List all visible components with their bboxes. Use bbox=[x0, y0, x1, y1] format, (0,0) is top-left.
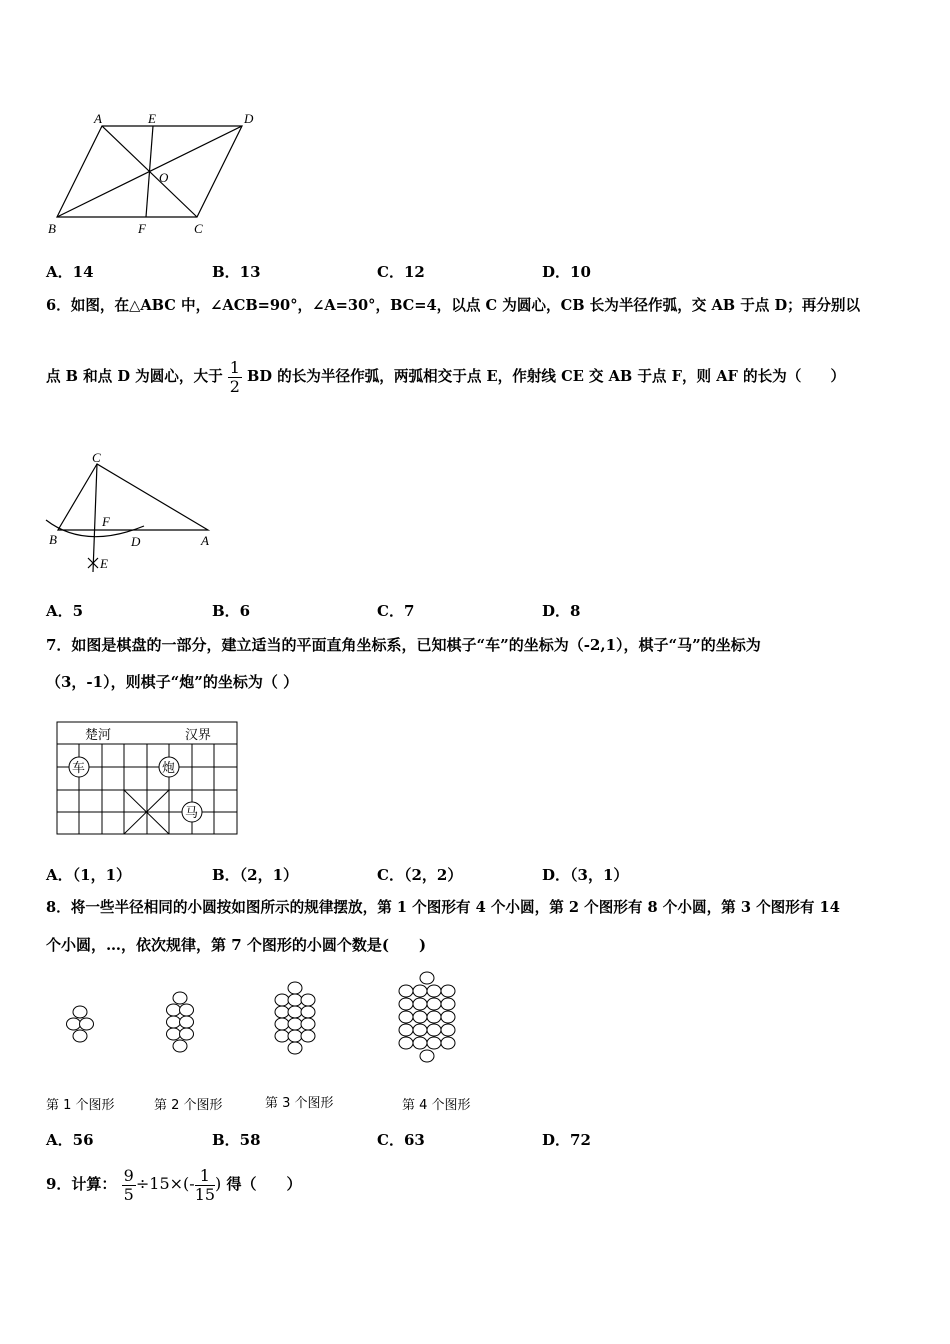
pattern-1-circle bbox=[73, 1006, 87, 1018]
pattern-4-circle bbox=[427, 1024, 441, 1036]
pattern-1-circle bbox=[80, 1018, 94, 1030]
caption-figure-2: 第 2 个图形 bbox=[154, 1098, 223, 1113]
caption-figure-4: 第 4 个图形 bbox=[402, 1098, 471, 1113]
label-o: O bbox=[159, 170, 169, 185]
pattern-2-circle bbox=[167, 1028, 181, 1040]
pattern-4-circle bbox=[399, 1037, 413, 1049]
pattern-3-circle bbox=[275, 1006, 289, 1018]
q8-option-a: A．56 bbox=[46, 1131, 94, 1149]
q8-option-b: B．58 bbox=[212, 1131, 261, 1149]
pattern-3-circle bbox=[301, 994, 315, 1006]
q5-option-d: D．10 bbox=[542, 263, 591, 281]
label-e: E bbox=[148, 111, 156, 126]
pattern-4-circle bbox=[399, 985, 413, 997]
pattern-4-circle bbox=[427, 985, 441, 997]
q6-line2-pre: 点 B 和点 D 为圆心，大于 bbox=[46, 368, 223, 385]
label-a: A bbox=[201, 533, 209, 548]
q7-option-d: D．（3，1） bbox=[542, 866, 629, 884]
q9-fraction-1-15 bbox=[195, 1167, 215, 1204]
pattern-3-circle bbox=[301, 1006, 315, 1018]
q5-option-a: A．14 bbox=[46, 263, 94, 281]
label-c: C bbox=[92, 450, 101, 465]
pattern-3-circle bbox=[275, 1018, 289, 1030]
q6-stem-line2 bbox=[46, 358, 845, 396]
pattern-3-circle bbox=[275, 1030, 289, 1042]
q5-option-b: B．13 bbox=[212, 263, 261, 281]
pattern-3-circle bbox=[288, 1030, 302, 1042]
triangle-construction-figure bbox=[40, 450, 220, 580]
q7-stem-line1: 7．如图是棋盘的一部分，建立适当的平面直角坐标系，已知棋子“车”的坐标为（-2,1），棋子“马”的坐标为 bbox=[46, 636, 761, 654]
q9-f1-num: 9 bbox=[123, 1165, 134, 1185]
q9-f1-den: 5 bbox=[123, 1184, 134, 1204]
q8-option-c: C．63 bbox=[377, 1131, 425, 1149]
q9-suffix: 得（ ） bbox=[226, 1175, 302, 1193]
pattern-2-circle bbox=[173, 1040, 187, 1052]
label-d: D bbox=[244, 111, 254, 126]
label-e: E bbox=[100, 556, 108, 571]
q8-stem-line2: 个小圆，…，依次规律，第 7 个图形的小圆个数是( ) bbox=[46, 936, 427, 954]
q6-frac-den: 2 bbox=[229, 376, 240, 396]
pattern-2-circle bbox=[180, 1004, 194, 1016]
pattern-1-circle bbox=[67, 1018, 81, 1030]
pattern-3-circle bbox=[288, 982, 302, 994]
q6-option-d: D．8 bbox=[542, 602, 581, 620]
pattern-3-circle bbox=[301, 1030, 315, 1042]
q6-frac-num: 1 bbox=[229, 357, 240, 377]
pattern-3-circle bbox=[288, 1042, 302, 1054]
q7-option-c: C．（2，2） bbox=[377, 866, 463, 884]
q9-f2-den: 15 bbox=[194, 1184, 216, 1204]
q9-prefix: 9．计算： bbox=[46, 1175, 117, 1193]
pattern-2-circle bbox=[180, 1016, 194, 1028]
pattern-1-circle bbox=[73, 1030, 87, 1042]
pattern-3-circle bbox=[275, 994, 289, 1006]
pattern-4-circle bbox=[413, 985, 427, 997]
q6-fraction-half bbox=[228, 359, 242, 396]
pattern-4-circle bbox=[441, 998, 455, 1010]
label-b: B bbox=[49, 532, 57, 547]
pattern-4-circle bbox=[413, 1011, 427, 1023]
pattern-4-circle bbox=[441, 1037, 455, 1049]
pattern-4-circle bbox=[399, 998, 413, 1010]
pattern-4-circle bbox=[427, 998, 441, 1010]
q6-option-c: C．7 bbox=[377, 602, 415, 620]
q6-option-b: B．6 bbox=[212, 602, 251, 620]
label-f: F bbox=[102, 514, 110, 529]
q5-option-c: C．12 bbox=[377, 263, 425, 281]
pattern-4-circle bbox=[413, 1024, 427, 1036]
pattern-4-circle bbox=[399, 1011, 413, 1023]
q9-f2-num: 1 bbox=[195, 1167, 215, 1186]
chessboard-figure bbox=[55, 720, 241, 838]
q9-operators: ÷15×(- bbox=[135, 1174, 195, 1193]
piece-pao: 炮 bbox=[162, 760, 176, 775]
q8-stem-line1: 8．将一些半径相同的小圆按如图所示的规律摆放，第 1 个图形有 4 个小圆，第 2 个图形有 8 个小圆，第 3 个图形有 14 bbox=[46, 899, 840, 916]
circle-pattern-figures bbox=[40, 970, 500, 1080]
q7-stem-line2: （3，-1），则棋子“炮”的坐标为（ ） bbox=[46, 673, 299, 691]
pattern-3-circle bbox=[301, 1018, 315, 1030]
parallelogram-figure bbox=[40, 105, 270, 245]
pattern-4-circle bbox=[427, 1037, 441, 1049]
pattern-2-circle bbox=[180, 1028, 194, 1040]
label-c: C bbox=[194, 221, 203, 236]
piece-ma: 马 bbox=[185, 805, 199, 820]
pattern-4-circle bbox=[420, 972, 434, 984]
caption-figure-1: 第 1 个图形 bbox=[46, 1098, 115, 1113]
q9-close-paren: ) bbox=[215, 1174, 222, 1193]
pattern-4-circle bbox=[399, 1024, 413, 1036]
q8-option-d: D．72 bbox=[542, 1131, 591, 1149]
label-b: B bbox=[48, 221, 56, 236]
board-label-han-jie: 汉界 bbox=[185, 727, 212, 742]
q9-fraction-9-5 bbox=[122, 1167, 136, 1204]
q6-stem-line1: 6．如图，在△ABC 中，∠ACB=90°，∠A=30°，BC=4，以点 C 为圆心，CB 长为半径作弧，交 AB 于点 D；再分别以 bbox=[46, 297, 861, 314]
q9-stem bbox=[46, 1162, 302, 1206]
pattern-3-circle bbox=[288, 1006, 302, 1018]
pattern-2-circle bbox=[173, 992, 187, 1004]
caption-figure-3: 第 3 个图形 bbox=[265, 1096, 334, 1111]
pattern-3-circle bbox=[288, 1018, 302, 1030]
q7-option-a: A．（1，1） bbox=[46, 866, 132, 884]
q6-option-a: A．5 bbox=[46, 602, 84, 620]
pattern-4-circle bbox=[441, 1024, 455, 1036]
q6-line2-post: BD 的长为半径作弧，两弧相交于点 E，作射线 CE 交 AB 于点 F，则 AF 的长为（ ） bbox=[247, 368, 846, 385]
pattern-3-circle bbox=[288, 994, 302, 1006]
q7-option-b: B．（2，1） bbox=[212, 866, 299, 884]
pattern-4-circle bbox=[441, 985, 455, 997]
label-f: F bbox=[138, 221, 146, 236]
pattern-4-circle bbox=[427, 1011, 441, 1023]
pattern-2-circle bbox=[167, 1016, 181, 1028]
pattern-4-circle bbox=[441, 1011, 455, 1023]
piece-che: 车 bbox=[72, 760, 86, 775]
label-a: A bbox=[94, 111, 102, 126]
pattern-2-circle bbox=[167, 1004, 181, 1016]
pattern-4-circle bbox=[420, 1050, 434, 1062]
label-d: D bbox=[131, 534, 141, 549]
board-label-chu-he: 楚河 bbox=[85, 727, 112, 742]
pattern-4-circle bbox=[413, 998, 427, 1010]
pattern-4-circle bbox=[413, 1037, 427, 1049]
